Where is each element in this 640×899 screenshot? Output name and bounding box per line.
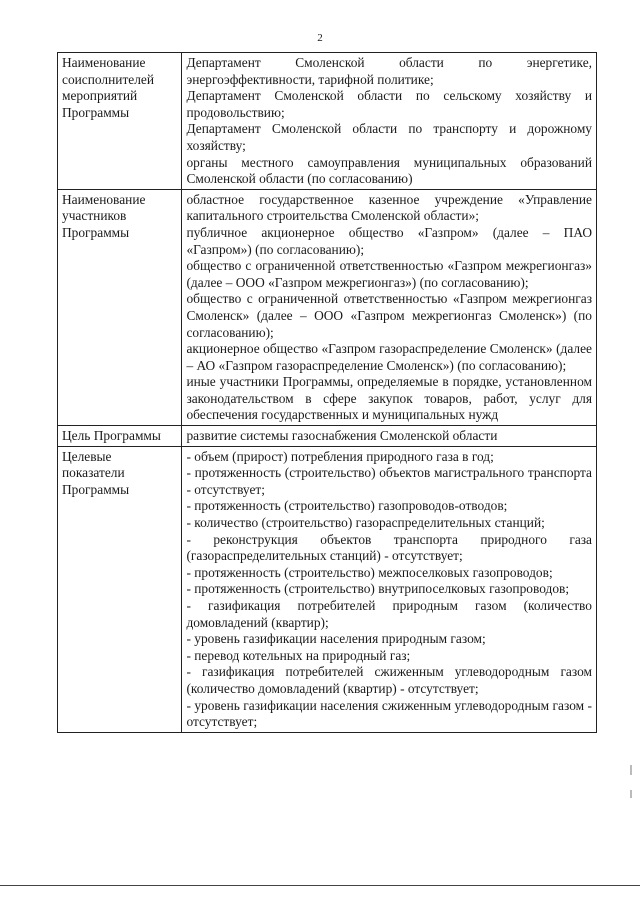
table-row (58, 189, 597, 425)
content-line: - количество (строительство) газораспределительных станций; (186, 515, 545, 531)
content-line: иные участники Программы, определяемые в порядке, установленном законодательством в сфере закупок товаров, работ, услуг для обеспечения государственных и муниципальных нужд (186, 374, 592, 423)
content-line: Департамент Смоленской области по сельскому хозяйству и продовольствию; (186, 88, 592, 120)
scan-bottom-rule (0, 885, 640, 886)
content-line: акционерное общество «Газпром газораспределение Смоленск» (далее – АО «Газпром газораспределение Смоленск») (по согласованию); (186, 341, 592, 373)
content-line: - уровень газификации населения природным газом; (186, 631, 486, 647)
table-row (58, 53, 597, 190)
program-passport-table (57, 52, 597, 733)
content-line: Департамент Смоленской области по энергетике, энергоэффективности, тарифной политике; (186, 55, 592, 87)
row-label: Наименование соисполнителей мероприятий Программы (58, 53, 182, 190)
content-line: Департамент Смоленской области по транспорту и дорожному хозяйству; (186, 121, 592, 153)
content-line: - уровень газификации населения сжиженным углеводородным газом - отсутствует; (186, 697, 592, 730)
content-line: - перевод котельных на природный газ; (186, 647, 411, 663)
table-row (58, 426, 597, 447)
content-line: - протяженность (строительство) межпоселковых газопроводов; (186, 564, 553, 580)
row-content (182, 446, 597, 732)
table-row (58, 446, 597, 732)
content-line: общество с ограниченной ответственностью «Газпром межрегионгаз Смоленск» (далее – ООО «Газпром межрегионгаз Смоленск») (по согласованию); (186, 291, 592, 340)
row-label: Целевые показатели Программы (58, 446, 182, 732)
row-content (182, 426, 597, 447)
content-line: - реконструкция объектов транспорта природного газа (газораспределительных станций) - отсутствует; (186, 531, 592, 564)
row-content (182, 189, 597, 425)
content-line: развитие системы газоснабжения Смоленской области (186, 428, 498, 444)
row-content (182, 53, 597, 190)
content-line: - газификация потребителей природным газом (количество домовладений (квартир); (186, 598, 592, 630)
content-line: публичное акционерное общество «Газпром» (далее – ПАО «Газпром») (по согласованию); (186, 224, 592, 257)
content-line: - протяженность (строительство) внутрипоселковых газопроводов; (186, 581, 570, 597)
scan-edge-mark (630, 765, 632, 775)
content-line: - протяженность (строительство) объектов магистрального транспорта - отсутствует; (186, 465, 592, 497)
content-line: - объем (прирост) потребления природного газа в год; (186, 448, 494, 464)
row-label: Наименование участников Программы (58, 189, 182, 425)
content-line: общество с ограниченной ответственностью «Газпром межрегионгаз» (далее – ООО «Газпром межрегионгаз») (по согласованию); (186, 258, 592, 290)
page-number: 2 (317, 32, 323, 44)
content-line: органы местного самоуправления муниципальных образований Смоленской области (по согласованию) (186, 154, 592, 187)
content-line: - газификация потребителей сжиженным углеводородным газом (количество домовладений (квартир) - отсутствует; (186, 664, 592, 696)
content-line: областное государственное казенное учреждение «Управление капитального строительства Смоленской области»; (186, 191, 592, 224)
row-label: Цель Программы (58, 426, 182, 447)
scan-edge-mark (630, 790, 632, 798)
content-line: - протяженность (строительство) газопроводов-отводов; (186, 498, 508, 514)
